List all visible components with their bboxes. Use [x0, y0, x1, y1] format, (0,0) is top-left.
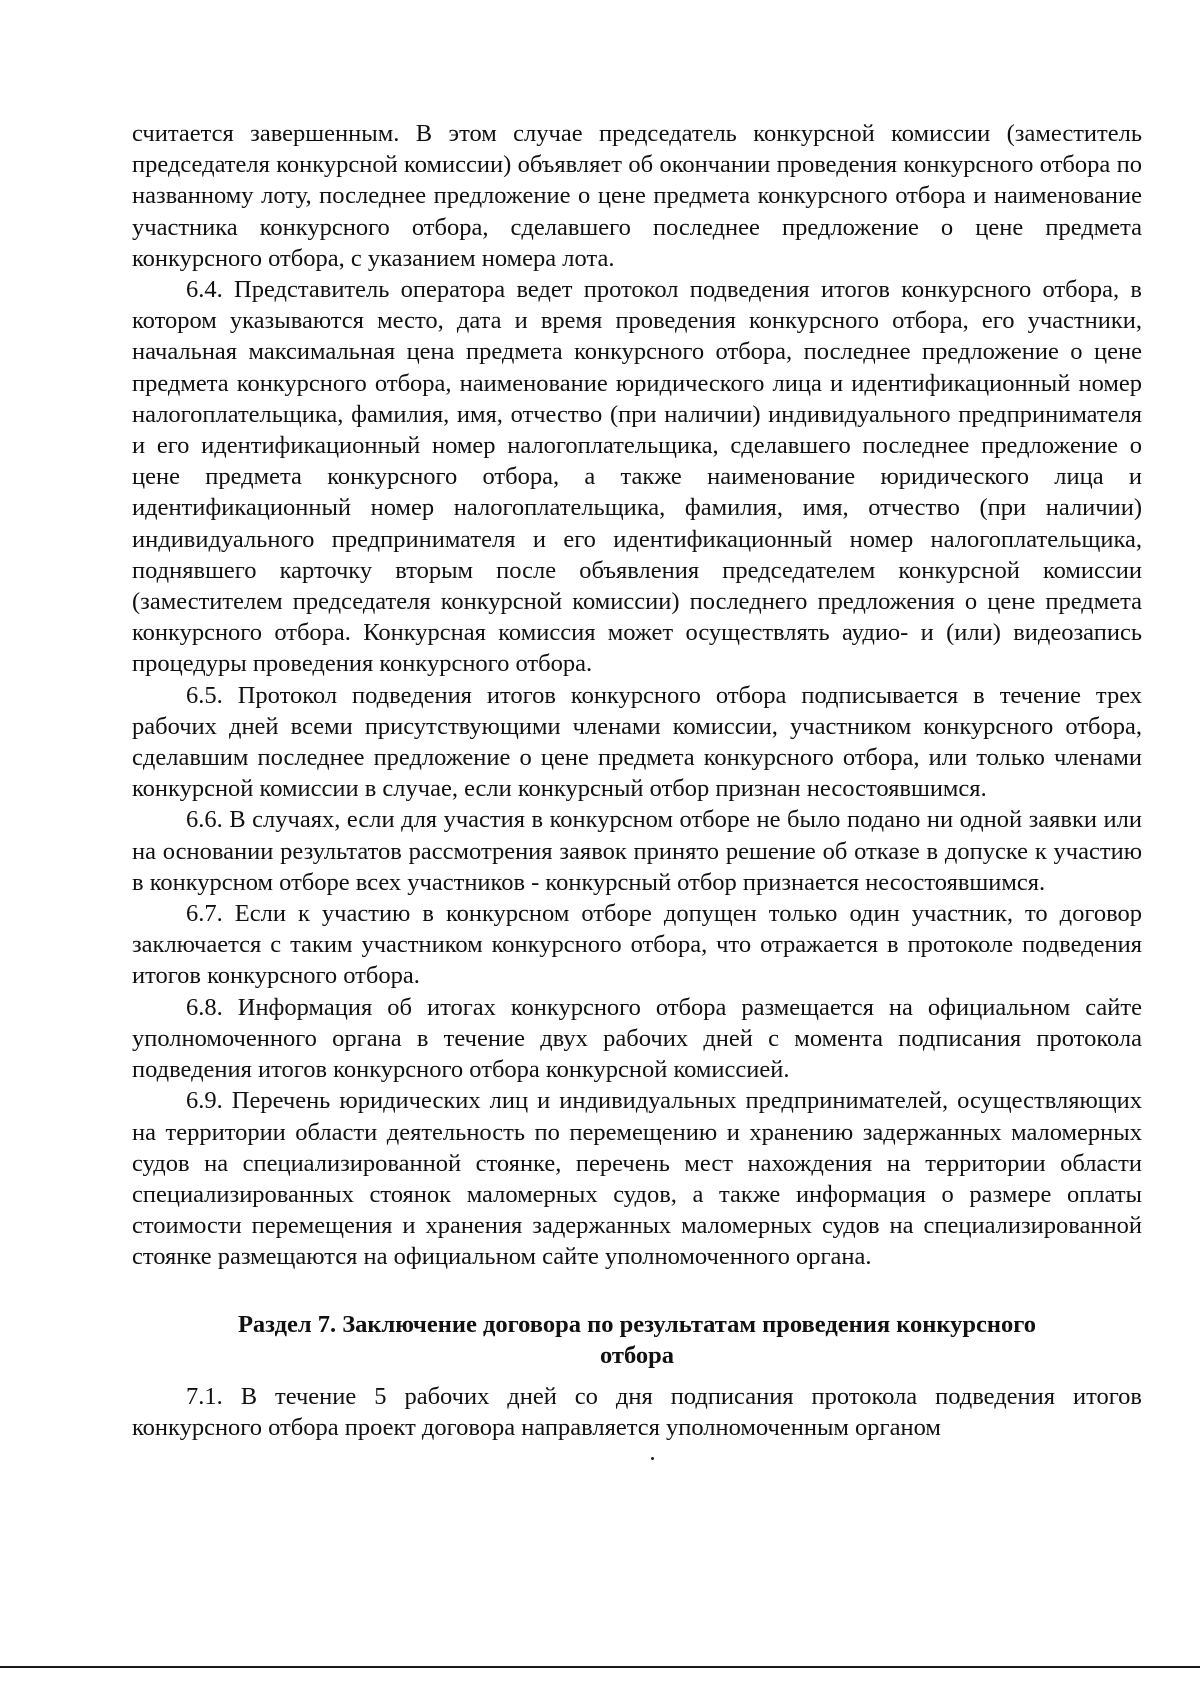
- paragraph-6-7: 6.7. Если к участию в конкурсном отборе допущен только один участник, то договор заключается с таким участником конкурсного отбора, что отражается в протоколе подведения итогов конкурсного отбора.: [132, 900, 1142, 990]
- section-7-heading-line1: Раздел 7. Заключение договора по результатам проведения конкурсного: [237, 1310, 1037, 1338]
- paragraph-6-4: 6.4. Представитель оператора ведет протокол подведения итогов конкурсного отбора, в котором указываются место, дата и время проведения конкурсного отбора, его участники, начальная максимальная цена предмета конкурсного отбора, последнее предложение о цене предмета конкурсного отбора, наименование юридического лица и идентификационный номер налогоплательщика, фамилия, имя, отчество (при наличии) индивидуального предпринимателя и его идентификационный номер налогоплательщика, сделавшего последнее предложение о цене предмета конкурсного отбора, а также наименование юридического лица и идентификационный номер налогоплательщика, фамилия, имя, отчество (при наличии) индивидуального предпринимателя и его идентификационный номер налогоплательщика, поднявшего карточку вторым после объявления председателем конкурсной комиссии (заместителем председателя конкурсной комиссии) последнего предложения о цене предмета конкурсного отбора. Конкурсная комиссия может осуществлять аудио- и (или) видеозапись процедуры проведения конкурсного отбора.: [132, 276, 1142, 678]
- scan-speck: [651, 1457, 654, 1460]
- bottom-rule-line: [0, 1666, 1200, 1668]
- paragraph-6-6: 6.6. В случаях, если для участия в конкурсном отборе не было подано ни одной заявки или на основании результатов рассмотрения заявок принято решение об отказе в допуске к участию в конкурсном отборе всех участников - конкурсный отбор признается несостоявшимся.: [132, 806, 1142, 896]
- paragraph-6-9: 6.9. Перечень юридических лиц и индивидуальных предпринимателей, осуществляющих на территории области деятельность по перемещению и хранению задержанных маломерных судов на специализированной стоянке, перечень мест нахождения на территории области специализированных стоянок маломерных судов, а также информация о размере оплаты стоимости перемещения и хранения задержанных маломерных судов на специализированной стоянке размещаются на официальном сайте уполномоченного органа.: [132, 1087, 1142, 1271]
- document-page: [132, 118, 1142, 1443]
- paragraph-continuation: считается завершенным. В этом случае председатель конкурсной комиссии (заместитель председателя конкурсной комиссии) объявляет об окончании проведения конкурсного отбора по названному лоту, последнее предложение о цене предмета конкурсного отбора и наименование участника конкурсного отбора, сделавшего последнее предложение о цене предмета конкурсного отбора, с указанием номера лота.: [132, 120, 1142, 272]
- section-7-heading: [132, 1309, 1142, 1371]
- paragraph-6-5: 6.5. Протокол подведения итогов конкурсного отбора подписывается в течение трех рабочих дней всеми присутствующими членами комиссии, участником конкурсного отбора, сделавшим последнее предложение о цене предмета конкурсного отбора, или только членами конкурсной комиссии в случае, если конкурсный отбор признан несостоявшимся.: [132, 681, 1142, 803]
- paragraph-6-8: 6.8. Информация об итогах конкурсного отбора размещается на официальном сайте уполномоченного органа в течение двух рабочих дней с момента подписания протокола подведения итогов конкурсного отбора конкурсной комиссией.: [132, 993, 1142, 1084]
- section-7-heading-line2: отбора: [599, 1341, 674, 1369]
- paragraph-7-1: 7.1. В течение 5 рабочих дней со дня подписания протокола подведения итогов конкурсного отбора проект договора направляется уполномоченным органом: [132, 1382, 1142, 1442]
